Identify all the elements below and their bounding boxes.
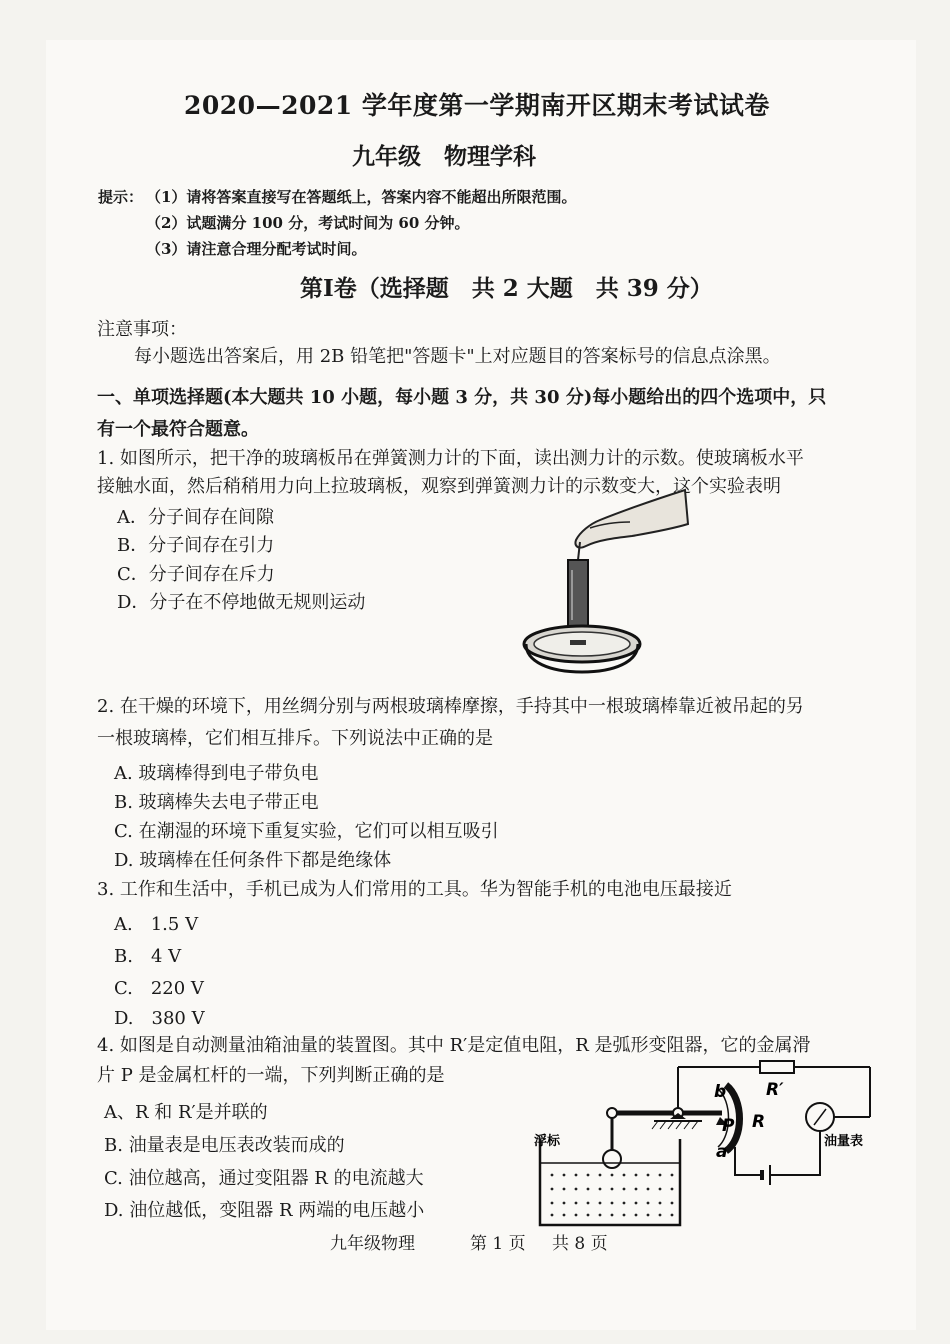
notice-label: 注意事项：: [97, 319, 187, 340]
label-r: R: [752, 1112, 766, 1132]
section-heading-line2: 有一个最符合题意。: [97, 419, 259, 440]
oil-gauge-circuit-figure: [530, 1055, 890, 1230]
footer-subject: 九年级物理: [330, 1234, 415, 1254]
section-heading-line1: 一、单项选择题(本大题共 10 小题，每小题 3 分，共 30 分)每小题给出的四个选项中，只: [97, 387, 827, 408]
label-oil-gauge: 油量表: [824, 1134, 864, 1149]
question-4-option-b: B. 油量表是电压表改装而成的: [104, 1135, 345, 1156]
exam-subtitle: 九年级 物理学科: [352, 143, 536, 170]
question-3-option-a: A. 1.5 V: [114, 914, 199, 935]
footer-page-number: 第 1 页: [470, 1234, 526, 1254]
question-4-option-a: A、R 和 R′是并联的: [104, 1102, 268, 1123]
question-4-option-d: D. 油位越低，变阻器 R 两端的电压越小: [104, 1200, 425, 1221]
question-4-option-c: C. 油位越高，通过变阻器 R 的电流越大: [104, 1168, 424, 1189]
question-4-stem: 4. 如图是自动测量油箱油量的装置图。其中 R′是定值电阻，R 是弧形变阻器，它的金属滑: [97, 1035, 811, 1056]
question-1-stem: 接触水面，然后稍稍用力向上拉玻璃板，观察到弹簧测力计的示数变大，这个实验表明: [97, 476, 781, 497]
question-3-option-c: C. 220 V: [114, 978, 204, 999]
question-1-stem: 1. 如图所示，把干净的玻璃板吊在弹簧测力计的下面，读出测力计的示数。使玻璃板水平: [97, 448, 804, 469]
label-r-prime: R′: [766, 1080, 784, 1100]
question-1-option-c: C．分子间存在斥力: [117, 564, 275, 585]
question-3-stem: 3. 工作和生活中，手机已成为人们常用的工具。华为智能手机的电池电压最接近: [97, 879, 732, 900]
hint-item: （1）请将答案直接写在答题纸上，答案内容不能超出所限范围。: [146, 188, 577, 206]
question-2-option-b: B. 玻璃棒失去电子带正电: [114, 792, 319, 813]
question-2-option-d: D. 玻璃棒在任何条件下都是绝缘体: [114, 850, 392, 871]
question-3-option-b: B. 4 V: [114, 946, 182, 967]
hints-label: 提示：: [98, 188, 144, 206]
question-2-option-a: A. 玻璃棒得到电子带负电: [114, 763, 319, 784]
question-2-stem: 2. 在干燥的环境下，用丝绸分别与两根玻璃棒摩擦，手持其中一根玻璃棒靠近被吊起的另: [97, 696, 804, 717]
question-2-stem: 一根玻璃棒，它们相互排斥。下列说法中正确的是: [97, 728, 493, 749]
notice-text: 每小题选出答案后，用 2B 铅笔把"答题卡"上对应题目的答案标号的信息点涂黑。: [134, 346, 781, 367]
exam-title: 2020—2021 学年度第一学期南开区期末考试试卷: [184, 91, 770, 120]
question-1-option-b: B．分子间存在引力: [117, 535, 275, 556]
question-1-option-a: A．分子间存在间隙: [117, 507, 274, 528]
label-float: 浮标: [534, 1134, 561, 1149]
label-b: b: [714, 1082, 727, 1102]
hint-item: （2）试题满分 100 分，考试时间为 60 分钟。: [146, 214, 470, 232]
footer-total-pages: 共 8 页: [552, 1234, 608, 1254]
question-3-option-d: D. 380 V: [114, 1008, 205, 1029]
question-2-option-c: C. 在潮湿的环境下重复实验，它们可以相互吸引: [114, 821, 499, 842]
volume-title: 第Ⅰ卷（选择题 共 2 大题 共 39 分）: [300, 275, 713, 302]
label-p: P: [722, 1116, 735, 1136]
spring-scale-figure: [520, 480, 690, 680]
question-4-stem: 片 P 是金属杠杆的一端，下列判断正确的是: [97, 1065, 445, 1086]
label-a: a: [716, 1142, 728, 1162]
hint-item: （3）请注意合理分配考试时间。: [146, 240, 367, 258]
question-1-option-d: D．分子在不停地做无规则运动: [117, 592, 366, 613]
